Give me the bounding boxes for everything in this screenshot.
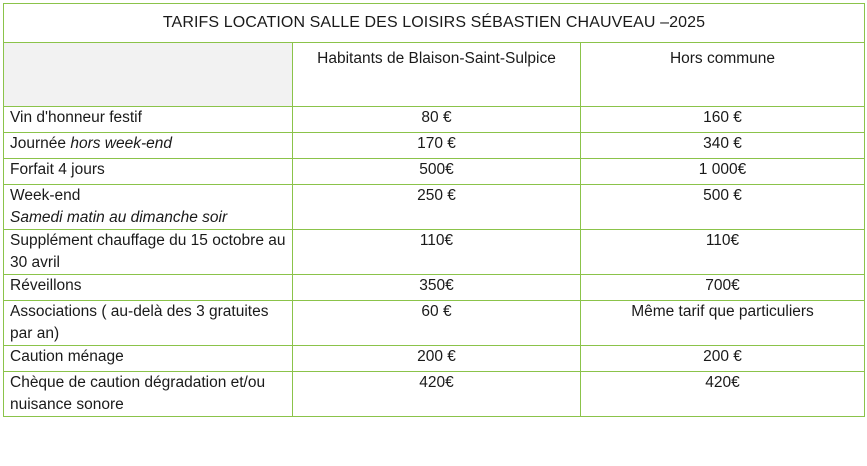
row-label: Caution ménage — [4, 346, 293, 372]
price-hors-commune: 420€ — [581, 372, 865, 417]
price-habitants: 200 € — [293, 346, 581, 372]
table-row — [4, 275, 865, 301]
price-hors-commune: 500 € — [581, 185, 865, 230]
header-corner-cell — [4, 43, 293, 107]
row-label: Associations ( au-delà des 3 gratuites par an) — [4, 301, 293, 346]
row-label: Réveillons — [4, 275, 293, 301]
row-label: Forfait 4 jours — [4, 159, 293, 185]
table-row — [4, 346, 865, 372]
price-habitants: 420€ — [293, 372, 581, 417]
price-habitants: 170 € — [293, 133, 581, 159]
price-habitants: 110€ — [293, 230, 581, 275]
price-hors-commune: 160 € — [581, 107, 865, 133]
row-label: Week-end Samedi matin au dimanche soir — [4, 185, 293, 230]
price-habitants: 350€ — [293, 275, 581, 301]
price-hors-commune: 110€ — [581, 230, 865, 275]
price-habitants: 80 € — [293, 107, 581, 133]
header-row — [4, 43, 865, 107]
row-label: Supplément chauffage du 15 octobre au 30 avril — [4, 230, 293, 275]
price-hors-commune: Même tarif que particuliers — [581, 301, 865, 346]
row-label: Journée hors week-end — [4, 133, 293, 159]
price-habitants: 500€ — [293, 159, 581, 185]
price-hors-commune: 200 € — [581, 346, 865, 372]
row-label: Chèque de caution dégradation et/ou nuisance sonore — [4, 372, 293, 417]
table-row — [4, 107, 865, 133]
row-label: Vin d'honneur festif — [4, 107, 293, 133]
price-habitants: 250 € — [293, 185, 581, 230]
table-row — [4, 159, 865, 185]
price-hors-commune: 1 000€ — [581, 159, 865, 185]
title-row — [4, 4, 865, 43]
tarifs-table — [3, 3, 865, 417]
table-row — [4, 230, 865, 275]
header-habitants: Habitants de Blaison-Saint-Sulpice — [293, 43, 581, 107]
table-row — [4, 185, 865, 230]
table-row — [4, 372, 865, 417]
table-title: TARIFS LOCATION SALLE DES LOISIRS SÉBASTIEN CHAUVEAU –2025 — [4, 4, 865, 43]
price-hors-commune: 700€ — [581, 275, 865, 301]
table-row — [4, 133, 865, 159]
price-habitants: 60 € — [293, 301, 581, 346]
header-hors-commune: Hors commune — [581, 43, 865, 107]
price-hors-commune: 340 € — [581, 133, 865, 159]
table-row — [4, 301, 865, 346]
